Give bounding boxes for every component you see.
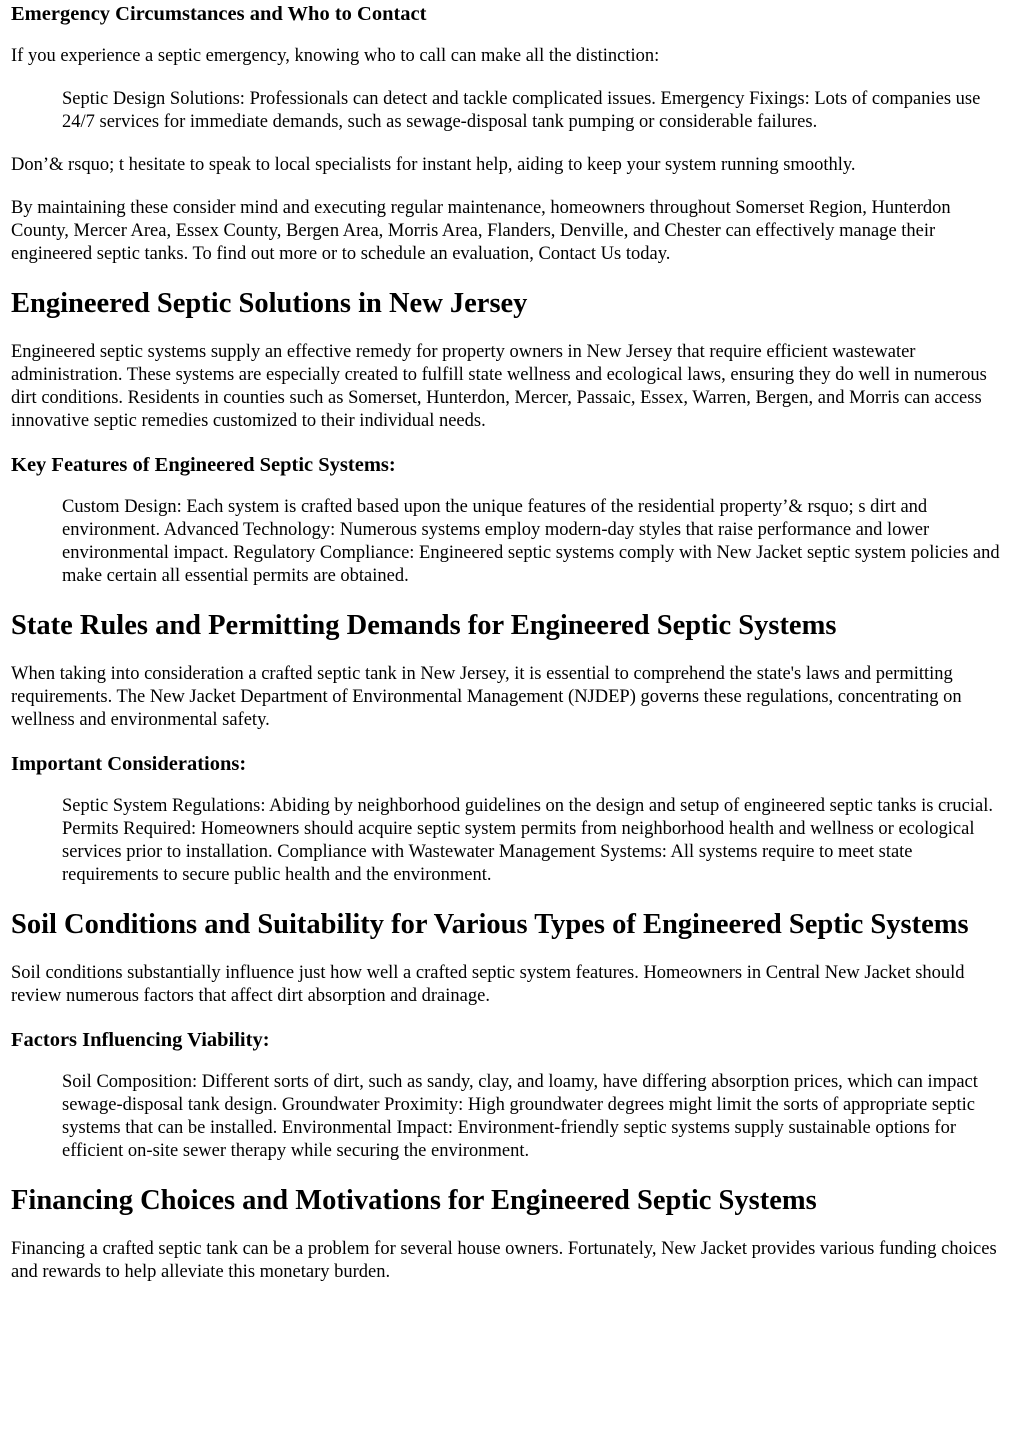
section-heading-engineered-solutions: Engineered Septic Solutions in New Jersey [11,288,528,319]
section-heading-financing: Financing Choices and Motivations for Engineered Septic Systems [11,1185,817,1216]
article-body [0,2,1024,1284]
blockquote: Septic Design Solutions: Professionals can detect and tackle complicated issues. Emergency Fixings: Lots of companies use 24/7 services for immediate demands, such as sewage-disposal tank pumping or considerable failures. [62,89,981,132]
section-heading-emergency: Emergency Circumstances and Who to Contact [11,3,427,25]
blockquote: Custom Design: Each system is crafted based upon the unique features of the residential property’& rsquo; s dirt and environment. Advanced Technology: Numerous systems employ modern-day styles that raise performance and lower environmental impact. Regulatory Compliance: Engineered septic systems comply with New Jacket septic system policies and make certain all essential permits are obtained. [62,497,1000,586]
paragraph: Engineered septic systems supply an effective remedy for property owners in New Jersey that require efficient wastewater administration. These systems are especially created to fulfill state wellness and ecological laws, ensuring they do well in numerous dirt conditions. Residents in counties such as Somerset, Hunterdon, Mercer, Passaic, Essex, Warren, Bergen, and Morris can access innovative septic remedies customized to their individual needs. [11,342,987,431]
section-heading-state-rules: State Rules and Permitting Demands for Engineered Septic Systems [11,610,837,641]
paragraph: Soil conditions substantially influence just how well a crafted septic system features. Homeowners in Central New Jacket should review numerous factors that affect dirt absorption and drainage. [11,963,965,1006]
paragraph: When taking into consideration a crafted septic tank in New Jersey, it is essential to comprehend the state's laws and permitting requirements. The New Jacket Department of Environmental Management (NJDEP) governs these regulations, concentrating on wellness and environmental safety. [11,664,962,730]
blockquote: Septic System Regulations: Abiding by neighborhood guidelines on the design and setup of engineered septic tanks is crucial. Permits Required: Homeowners should acquire septic system permits from neighborhood health and wellness or ecological services prior to installation. Compliance with Wastewater Management Systems: All systems require to meet state requirements to secure public health and the environment. [62,796,993,885]
subheading-factors-viability: Factors Influencing Viability: [11,1029,270,1051]
blockquote: Soil Composition: Different sorts of dirt, such as sandy, clay, and loamy, have differing absorption prices, which can impact sewage-disposal tank design. Groundwater Proximity: High groundwater degrees might limit the sorts of appropriate septic systems that can be installed. Environmental Impact: Environment-friendly septic systems supply sustainable options for efficient on-site sewer therapy while securing the environment. [62,1072,978,1161]
subheading-important-considerations: Important Considerations: [11,753,247,775]
paragraph: Financing a crafted septic tank can be a problem for several house owners. Fortunately, New Jacket provides various funding choices and rewards to help alleviate this monetary burden. [11,1239,997,1282]
section-heading-soil-conditions: Soil Conditions and Suitability for Various Types of Engineered Septic Systems [11,909,969,940]
paragraph: If you experience a septic emergency, knowing who to call can make all the distinction: [11,46,660,66]
subheading-key-features: Key Features of Engineered Septic Systems: [11,454,396,476]
paragraph: Don’& rsquo; t hesitate to speak to local specialists for instant help, aiding to keep your system running smoothly. [11,155,856,175]
paragraph: By maintaining these consider mind and executing regular maintenance, homeowners throughout Somerset Region, Hunterdon County, Mercer Area, Essex County, Bergen Area, Morris Area, Flanders, Denville, and Chester can effectively manage their engineered septic tanks. To find out more or to schedule an evaluation, Contact Us today. [11,198,951,264]
